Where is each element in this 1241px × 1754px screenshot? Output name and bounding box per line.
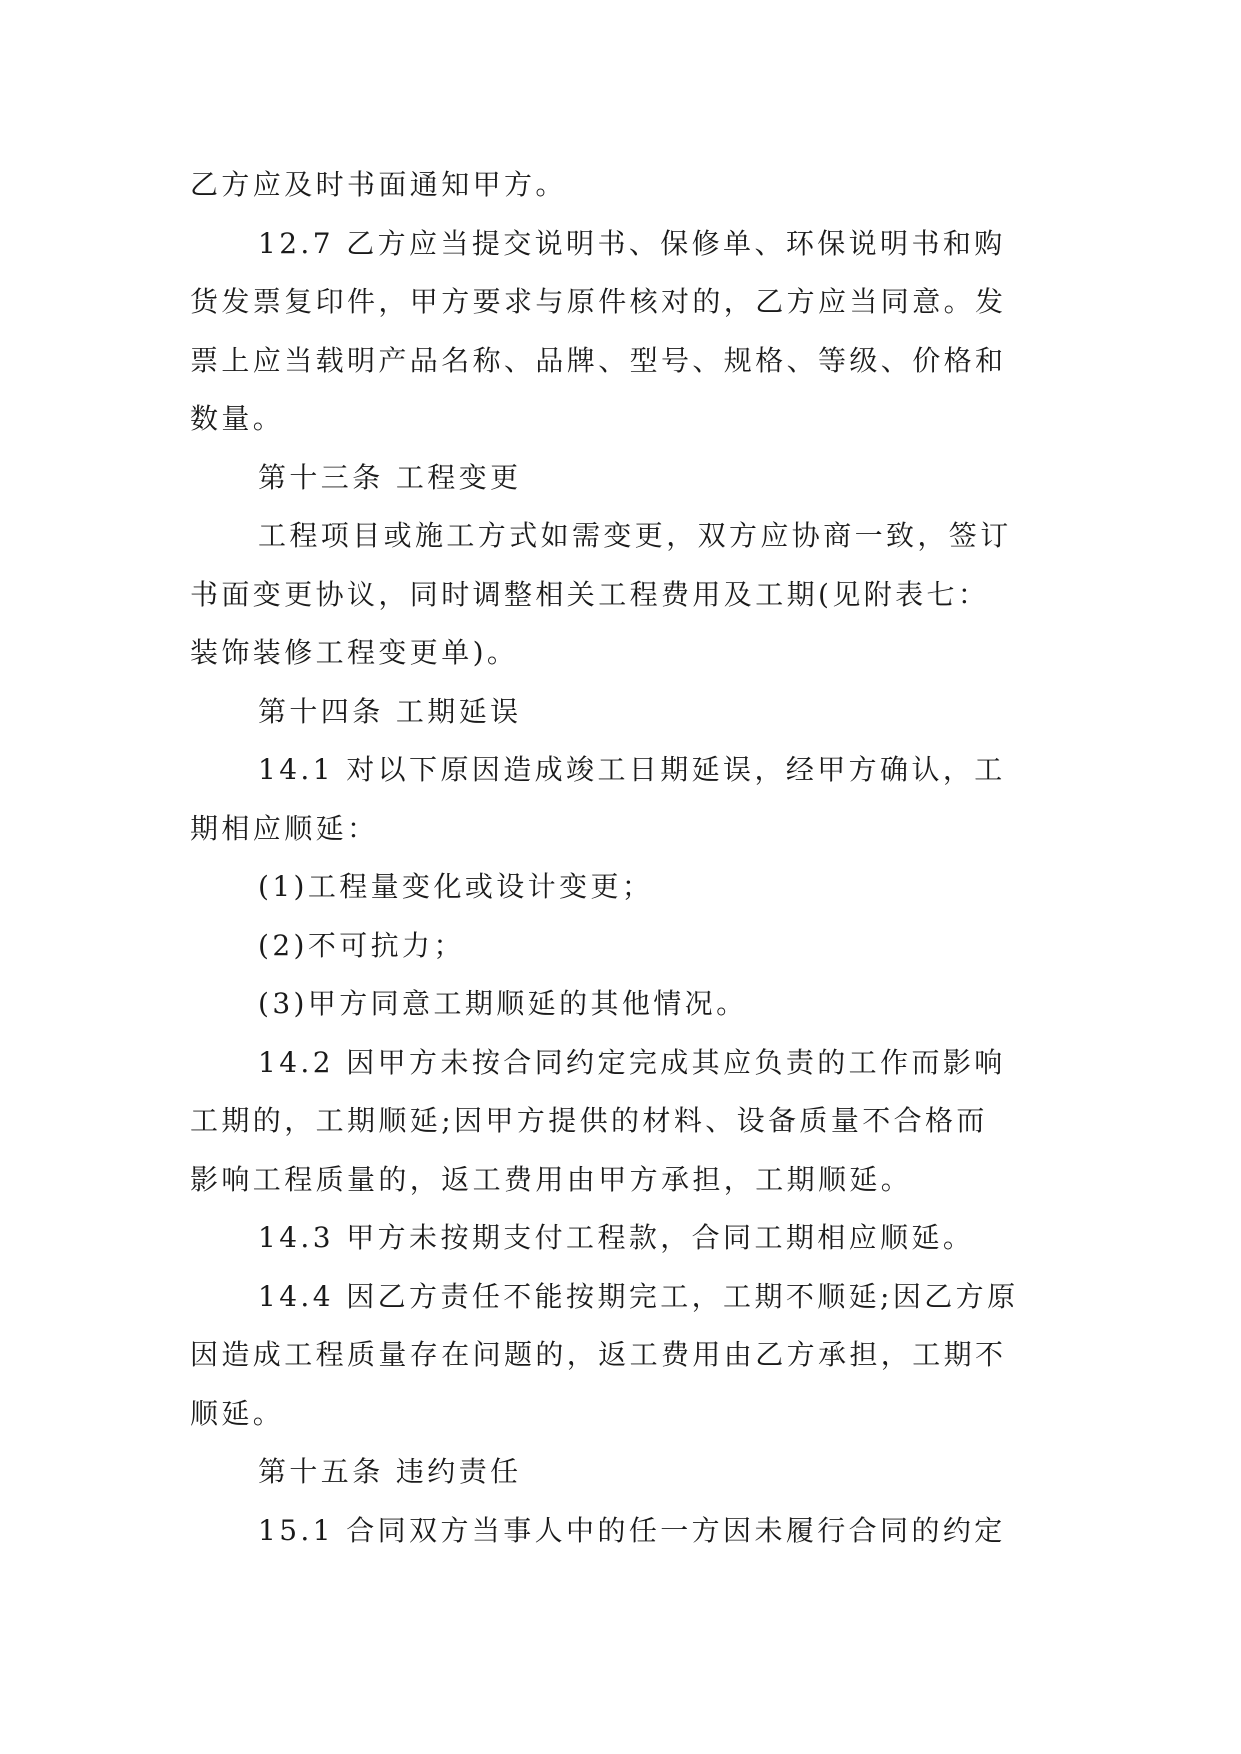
- text-line: 14.2 因甲方未按合同约定完成其应负责的工作而影响: [258, 1045, 1006, 1079]
- section-heading: 第十三条 工程变更: [258, 460, 522, 494]
- text-line: 工期的，工期顺延;因甲方提供的材料、设备质量不合格而: [190, 1104, 988, 1137]
- text-line: 12.7 乙方应当提交说明书、保修单、环保说明书和购: [258, 226, 1006, 260]
- list-item: (2)不可抗力；: [258, 928, 465, 962]
- text-line: 影响工程质量的，返工费用由甲方承担，工期顺延。: [190, 1162, 913, 1196]
- text-line: 货发票复印件，甲方要求与原件核对的，乙方应当同意。发: [190, 285, 1007, 318]
- text-line: 书面变更协议，同时调整相关工程费用及工期(见附表七：: [190, 577, 990, 611]
- text-line: 装饰装修工程变更单)。: [190, 636, 519, 669]
- text-line: 票上应当载明产品名称、品牌、型号、规格、等级、价格和: [190, 343, 1007, 377]
- section-heading: 第十四条 工期延误: [258, 694, 522, 728]
- section-heading: 第十五条 违约责任: [258, 1455, 522, 1488]
- text-line: 因造成工程质量存在问题的，返工费用由乙方承担，工期不: [190, 1338, 1007, 1371]
- text-line: 乙方应及时书面通知甲方。: [190, 168, 567, 201]
- document-body: [190, 156, 1050, 1560]
- text-line: 期相应顺延：: [190, 811, 379, 845]
- text-line: 数量。: [190, 402, 285, 435]
- text-line: 顺延。: [190, 1396, 285, 1430]
- text-line: 工程项目或施工方式如需变更，双方应协商一致，签订: [258, 519, 1012, 552]
- list-item: (3)甲方同意工期顺延的其他情况。: [258, 987, 748, 1020]
- text-line: 14.1 对以下原因造成竣工日期延误，经甲方确认，工: [258, 753, 1006, 786]
- text-line: 15.1 合同双方当事人中的任一方因未履行合同的约定: [258, 1513, 1006, 1547]
- text-line: 14.3 甲方未按期支付工程款，合同工期相应顺延。: [258, 1221, 975, 1254]
- text-line: 14.4 因乙方责任不能按期完工，工期不顺延;因乙方原: [258, 1279, 1019, 1313]
- list-item: (1)工程量变化或设计变更；: [258, 870, 654, 903]
